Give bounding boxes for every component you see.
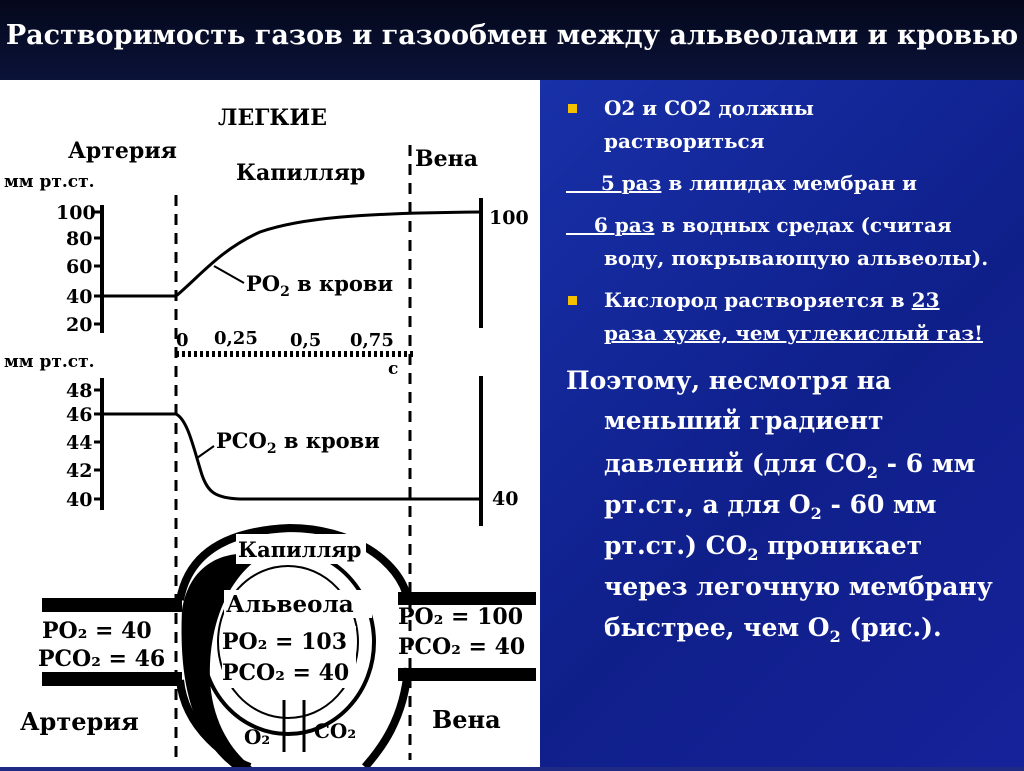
para-line4: рт.ст., а для $O_2 - 60$ мм (604, 490, 937, 523)
time-tick-075: 0,75 (350, 330, 394, 351)
lipids-text: в липидах мембран и (661, 171, 918, 195)
artery-wall-bottom (42, 672, 182, 686)
water-text: в водных средах (считая (654, 213, 952, 237)
time-unit: с (388, 359, 399, 379)
co2-label: CO₂ (314, 719, 357, 743)
time-tick-025: 0,25 (214, 328, 258, 349)
slide-title: Растворимость газов и газообмен между альвеолами и кровью (5, 20, 1019, 51)
time-tick-0: 0 (176, 330, 189, 351)
para-line6: через легочную мембрану (604, 572, 993, 601)
bottom-capillary-label: Капилляр (238, 537, 362, 562)
o2-label: O₂ (244, 725, 271, 749)
lungs-label: ЛЕГКИЕ (218, 105, 327, 131)
bottom-vein-label: Вена (432, 705, 501, 734)
alveola-label: Альвеола (226, 591, 354, 618)
y2-tick-40: 40 (66, 489, 93, 511)
po2-pointer (214, 266, 244, 283)
y1-tick-60: 60 (66, 256, 93, 278)
bullet-sub-6-line2: воду, покрывающую альвеолы). (604, 246, 989, 270)
capillary-outer-right (365, 668, 408, 767)
y2-tick-46: 46 (66, 404, 93, 426)
pco2-curve-label: $PCO_2$ в крови (216, 428, 380, 457)
para-line7: быстрее, чем $O_2$ (рис.). (604, 613, 942, 646)
y1-tick-100: 100 (56, 202, 96, 224)
right-100: 100 (489, 207, 529, 229)
artery-pco2: PCO₂ = 46 (38, 646, 166, 672)
bottom-artery-label: Артерия (20, 707, 139, 736)
vein-po2: PO₂ = 100 (398, 604, 524, 630)
bullet-1-line1: O2 и CO2 должны (604, 96, 814, 120)
gas-exchange-diagram (0, 80, 540, 767)
y2-tick-42: 42 (66, 460, 93, 482)
y1-tick-80: 80 (66, 228, 93, 250)
y2-tick-48: 48 (66, 380, 93, 402)
alveola-pco2: PCO₂ = 40 (222, 660, 350, 686)
para-line3: давлений (для $CO_2 - 6$ мм (604, 449, 976, 482)
vein-label: Вена (415, 146, 478, 172)
vein-wall-bottom (398, 668, 536, 681)
artery-po2: PO₂ = 40 (42, 618, 152, 644)
y1-tick-20: 20 (66, 314, 93, 336)
po2-curve-label: $PO_2$ в крови (246, 271, 394, 300)
alveola-po2: PO₂ = 103 (222, 629, 348, 655)
five-times: 5 раз (566, 171, 662, 195)
bullet-marker-1 (568, 104, 577, 113)
unit-label-top: мм рт.ст. (4, 172, 95, 192)
six-times: 6 раз (566, 213, 655, 237)
pco2-curve (102, 414, 481, 499)
bullet-2-line1: Кислород растворяется в 23 (604, 288, 940, 312)
para-line1: Поэтому, несмотря на (566, 366, 892, 395)
bullet-2-line2: раза хуже, чем углекислый газ! (604, 321, 983, 345)
pco2-pointer (197, 446, 214, 458)
capillary-label: Капилляр (236, 160, 366, 186)
right-40: 40 (492, 488, 519, 510)
bullet-sub-5 (566, 168, 917, 199)
bullet-sub-6 (566, 210, 952, 241)
unit-label-bottom: мм рт.ст. (4, 352, 95, 372)
bullet-1-line2: раствориться (604, 129, 765, 153)
diagram-panel (0, 80, 540, 767)
para-line2: меньший градиент (604, 406, 884, 435)
artery-wall-top (42, 598, 182, 612)
bullet-marker-2 (568, 296, 577, 305)
artery-label: Артерия (68, 138, 177, 164)
vein-pco2: PCO₂ = 40 (398, 634, 526, 660)
y2-tick-44: 44 (66, 432, 93, 454)
para-line5: рт.ст.) $CO_2$ проникает (604, 531, 923, 564)
y1-tick-40: 40 (66, 286, 93, 308)
time-tick-05: 0,5 (290, 330, 322, 351)
